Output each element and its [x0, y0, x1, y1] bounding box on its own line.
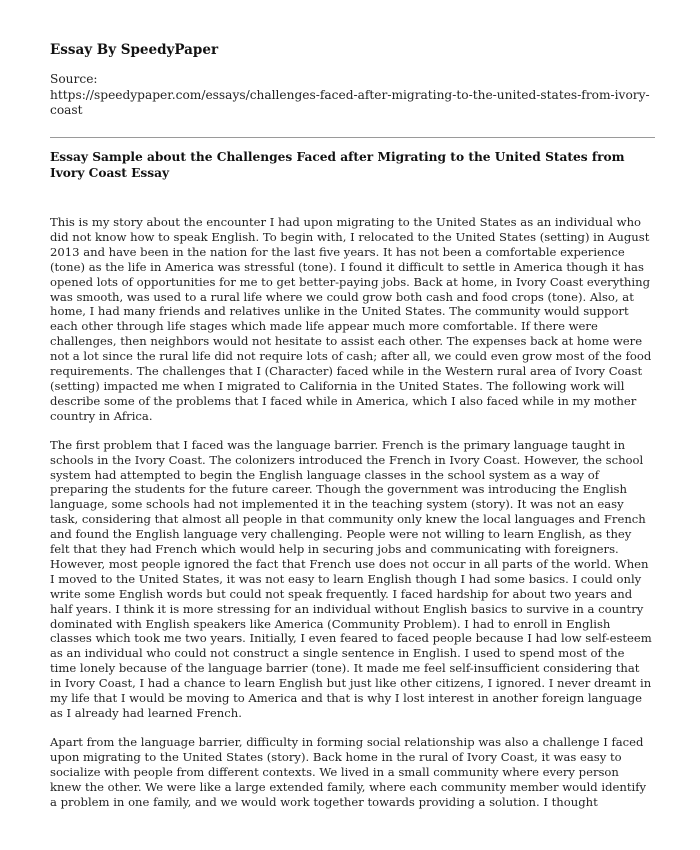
document-title: Essay By SpeedyPaper [50, 42, 219, 58]
source-block [50, 72, 655, 119]
divider [50, 137, 655, 138]
essay-body [50, 215, 653, 823]
paragraph-1: This is my story about the encounter I had upon migrating to the United States as an individual who did not know how to speak English. To begin with, I relocated to the United States (setting) in August 2013 and have been in the nation for the last five years. It has not been a comfortable experience (tone) as the life in America was stressful (tone). I found it difficult to settle in America though it has opened lots of opportunities for me to get better-paying jobs. Back at home, in Ivory Coast everything was smooth, was used to a rural life where we could grow both cash and food crops (tone). Also, at home, I had many friends and relatives unlike in the United States. The community would support each other through life stages which made life appear much more comfortable. If there were challenges, then neighbors would not hesitate to assist each other. The expenses back at home were not a lot since the rural life did not require lots of cash; after all, we could even grow most of the food requirements. The challenges that I (Character) faced while in the Western rural area of Ivory Coast (setting) impacted me when I migrated to California in the United States. The following work will describe some of the problems that I faced while in America, which I also faced while in my mother country in Africa. [50, 215, 652, 423]
paragraph-3: Apart from the language barrier, difficulty in forming social relationship was also a challenge I faced upon migrating to the United States (story). Back home in the rural of Ivory Coast, it was easy to socialize with people from different contexts. We lived in a small community where every person knew the other. We were like a large extended family, where each community member would identify a problem in one family, and we would work together towards providing a solution. I thought [50, 734, 647, 809]
source-label: Source: [50, 72, 98, 86]
source-url[interactable]: https://speedypaper.com/essays/challenges-faced-after-migrating-to-the-united-states-from-ivory-coast [50, 87, 650, 117]
essay-heading: Essay Sample about the Challenges Faced after Migrating to the United States from Ivory Coast Essay [50, 150, 625, 180]
paragraph-2: The first problem that I faced was the language barrier. French is the primary language taught in schools in the Ivory Coast. The colonizers introduced the French in Ivory Coast. However, the school system had attempted to begin the English language classes in the school system as a way of preparing the students for the future career. Though the government was introducing the English language, some schools had not implemented it in the teaching system (story). It was not an easy task, considering that almost all people in that community only knew the local languages and French and found the English language very challenging. People were not willing to learn English, as they felt that they had French which would help in securing jobs and communicating with foreigners. However, most people ignored the fact that French use does not occur in all parts of the world. When I moved to the United States, it was not easy to learn English though I had some basics. I could only write some English words but could not speak frequently. I faced hardship for about two years and half years. I think it is more stressing for an individual without English basics to survive in a country dominated with English speakers like America (Community Problem). I had to enroll in English classes which took me two years. Initially, I even feared to faced people because I had low self-esteem as an individual who could not construct a single sentence in English. I used to spend most of the time lonely because of the language barrier (tone). It made me feel self-insufficient considering that in Ivory Coast, I had a chance to learn English but just like other citizens, I ignored. I never dreamt in my life that I would be moving to America and that is why I lost interest in another foreign language as I already had learned French. [50, 437, 652, 720]
